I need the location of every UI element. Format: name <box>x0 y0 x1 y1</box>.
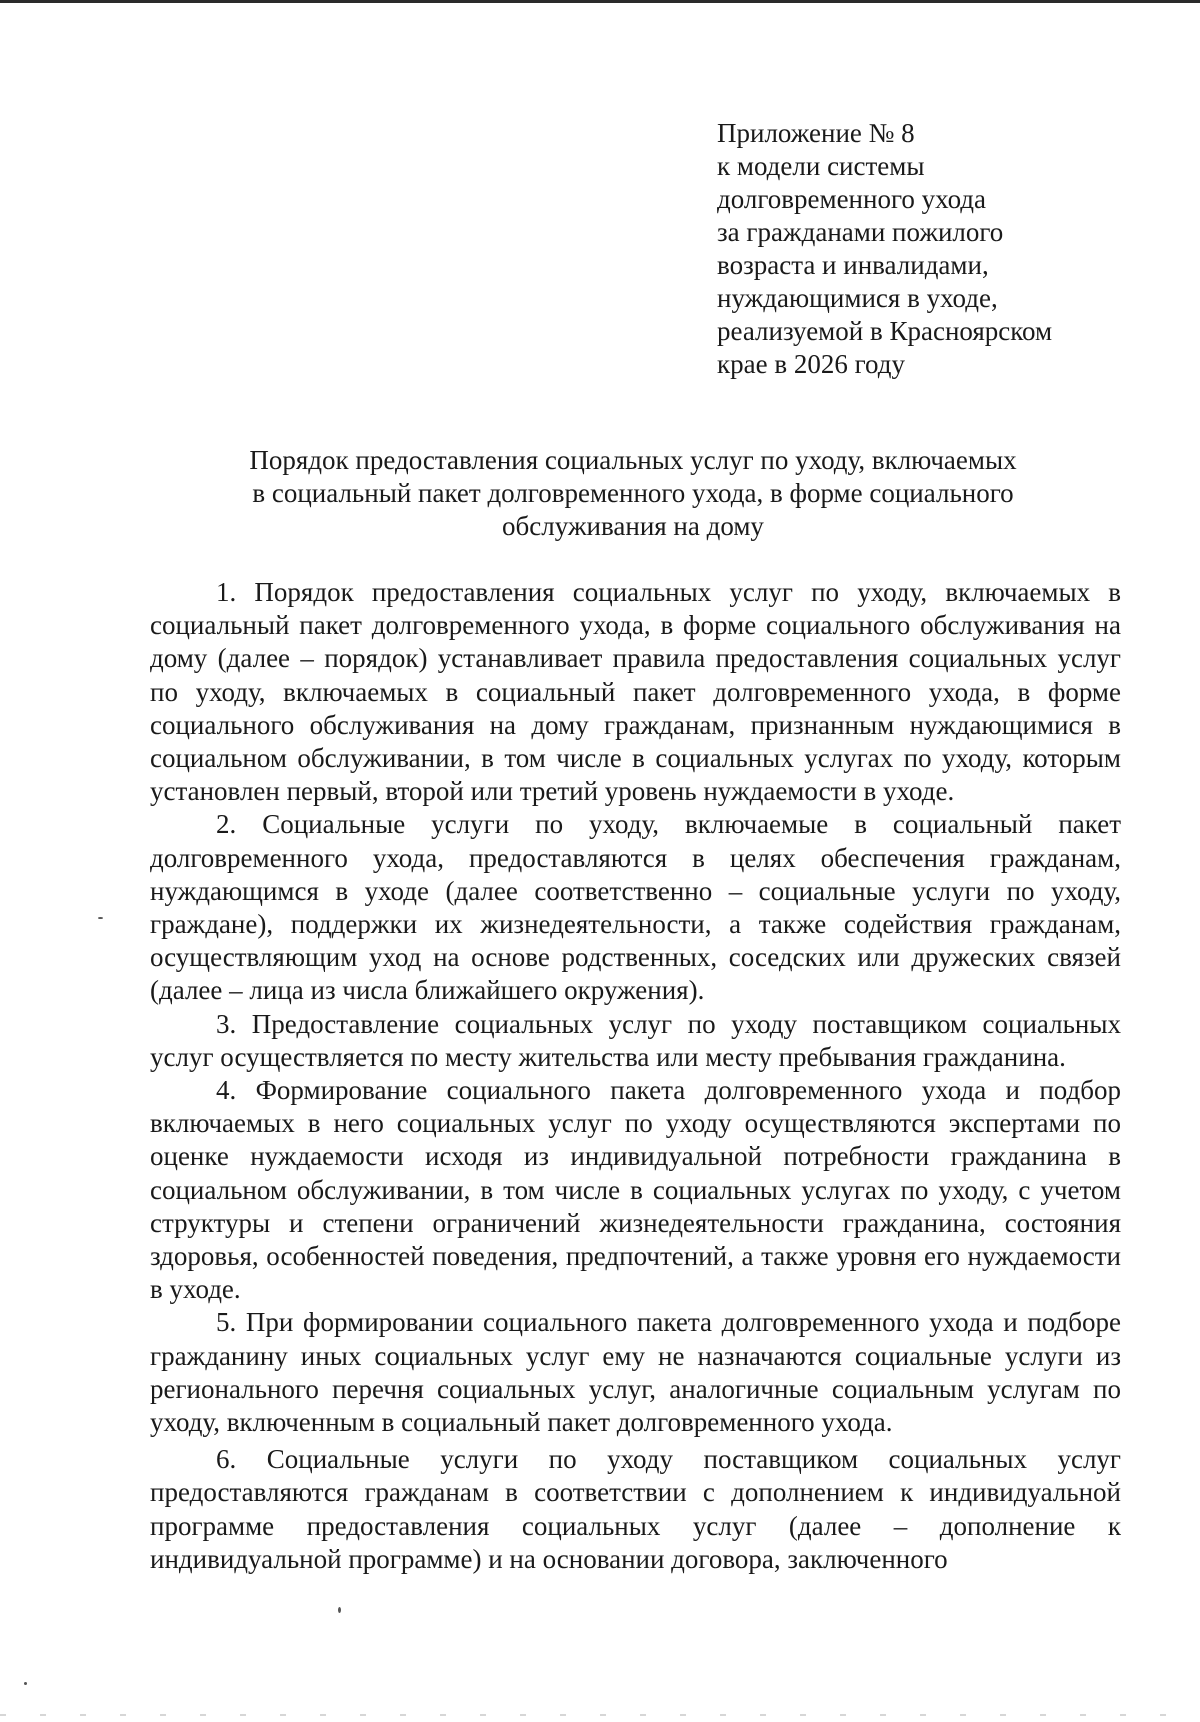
paragraph-3: 3. Предоставление социальных услуг по уходу поставщиком социальных услуг осуществляется по месту жительства или месту пребывания гражданина. <box>150 1008 1121 1072</box>
appendix-line: за гражданами пожилого <box>717 217 1004 247</box>
paragraph-2: 2. Социальные услуги по уходу, включаемые в социальный пакет долговременного ухода, предоставляются в целях обеспечения гражданам, нуждающимся в уходе (далее соответственно – социальные услуги по уходу, граждане), поддержки их жизнедеятельности, а также содействия гражданам, осуществляющим уход на основе родственных, соседских или дружеских связей (далее – лица из числа ближайшего окружения). <box>150 809 1121 1006</box>
appendix-header <box>717 117 1157 381</box>
appendix-line: долговременного ухода <box>717 184 987 214</box>
scan-top-edge <box>0 0 1200 3</box>
paragraph-1: 1. Порядок предоставления социальных услуг по уходу, включаемых в социальный пакет долговременного ухода, в форме социального обслуживания на дому (далее – порядок) устанавливает правила предоставления социальных услуг по уходу, включаемых в социальный пакет долговременного ухода, в форме социального обслуживания на дому гражданам, признанным нуждающимися в социальном обслуживании, в том числе в социальных услугах по уходу, которым установлен первый, второй или третий уровень нуждаемости в уходе. <box>150 577 1121 807</box>
paragraph-4: 4. Формирование социального пакета долговременного ухода и подбор включаемых в него социальных услуг по уходу осуществляются экспертами по оценке нуждаемости исходя из индивидуальной потребности гражданина в социальном обслуживании, в том числе в социальных услугах по уходу, с учетом структуры и степени ограничений жизнедеятельности гражданина, состояния здоровья, особенностей поведения, предпочтений, а также уровня его нуждаемости в уходе. <box>150 1075 1121 1305</box>
appendix-line: нуждающимися в уходе, <box>717 283 998 313</box>
title-line: обслуживания на дому <box>502 511 764 541</box>
scan-speck <box>98 917 103 919</box>
appendix-line: реализуемой в Красноярском <box>717 316 1053 346</box>
appendix-line: возраста и инвалидами, <box>717 250 989 280</box>
appendix-line: к модели системы <box>717 151 925 181</box>
title-line: в социальный пакет долговременного ухода, в форме социального <box>252 478 1014 508</box>
scan-speck <box>24 1682 27 1685</box>
document-title <box>150 444 1116 543</box>
title-line: Порядок предоставления социальных услуг по уходу, включаемых <box>249 445 1017 475</box>
appendix-line: крае в 2026 году <box>717 349 905 379</box>
paragraph-5: 5. При формировании социального пакета долговременного ухода и подборе гражданину иных социальных услуг ему не назначаются социальные услуги из регионального перечня социальных услуг, аналогичные социальным услугам по уходу, включенным в социальный пакет долговременного ухода. <box>150 1307 1121 1438</box>
scan-bottom-edge <box>0 1714 1200 1716</box>
paragraph-6: 6. Социальные услуги по уходу поставщиком социальных услуг предоставляются гражданам в соответствии с дополнением к индивидуальной программе предоставления социальных услуг (далее – дополнение к индивидуальной программе) и на основании договора, заключенного <box>150 1444 1121 1574</box>
scan-speck <box>338 1607 341 1613</box>
document-body <box>150 576 1121 1576</box>
appendix-line: Приложение № 8 <box>717 118 915 148</box>
